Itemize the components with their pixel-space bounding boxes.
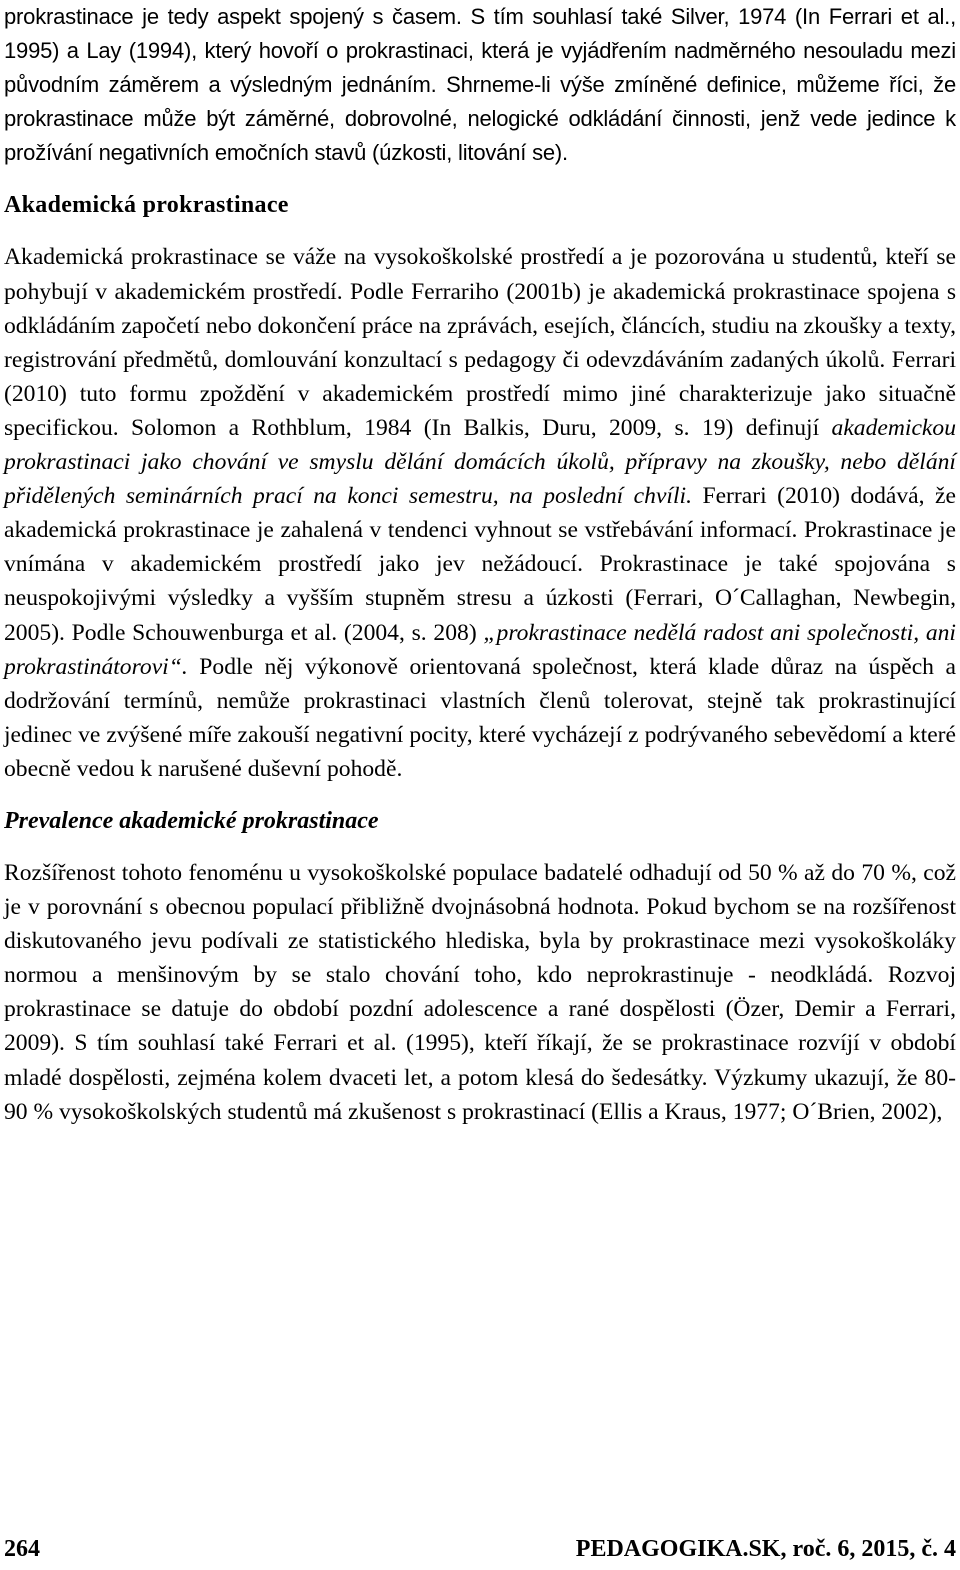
academic-text-c: Ferrari (2010) dodává, že akademická prokrastinace je zahalená v tendenci vyhnout se vstřebávání informací. Prokrastinace je vnímána v akademickém prostředí jako jev nežádoucí. Prokrastinace je také spojována s neuspokojivými výsledky a vyšším stupněm stresu a úzkosti (Ferrari, O´Callaghan, Newbegin, 2005). Podle Schouwenburga et al. (2004, s. 208) bbox=[4, 483, 956, 646]
academic-text-e: Podle něj výkonově orientovaná společnost, která klade důraz na úspěch a dodržování termínů, nemůže prokrastinaci vlastních členů tolerovat, stejně tak prokrastinující jedinec ve zvýšené míře zakouší negativní pocity, které vycházejí z podrývaného sebevědomí a které obecně vedou k narušené duševní pohodě. bbox=[4, 653, 956, 782]
document-page bbox=[4, 0, 956, 1129]
academic-text-a: Akademická prokrastinace se váže na vysokoškolské prostředí a je pozorována u studentů, kteří se pohybují v akademickém prostředí. Podle Ferrariho (2001b) je akademická prokrastinace spojena s odkládáním započetí nebo dokončení práce na zprávách, esejích, článcích, studiu na zkoušky a texty, registrování předmětů, domlouvání konzultací s pedagogy či odevzdáváním zadaných úkolů. Ferrari (2010) tuto formu zpoždění v akademickém prostředí mimo jiné charakterizuje jako situačně specifickou. Solomon a Rothblum, 1984 (In Balkis, Duru, 2009, s. 19) definují bbox=[4, 244, 956, 441]
page-footer bbox=[4, 1532, 956, 1566]
section-heading-prevalence: Prevalence akademické prokrastinace bbox=[4, 807, 379, 834]
academic-definition-quote: akademickou prokrastinaci jako chování ve smyslu dělání domácích úkolů, přípravy na zkoušky, nebo dělání přidělených seminárních prací na konci semestru, na poslední chvíli. bbox=[4, 414, 956, 510]
section-heading-academic: Akademická prokrastinace bbox=[4, 192, 289, 219]
academic-paragraph bbox=[4, 240, 956, 786]
schouwenburg-quote: „prokrastinace nedělá radost ani společnosti, ani prokrastinátorovi“. bbox=[4, 619, 956, 680]
page-number: 264 bbox=[4, 1536, 40, 1562]
intro-paragraph: prokrastinace je tedy aspekt spojený s časem. S tím souhlasí také Silver, 1974 (In Ferrari et al., 1995) a Lay (1994), který hovoří o prokrastinaci, která je vyjádřením nadměrného nesouladu mezi původním záměrem a výsledným jednáním. Shrneme-li výše zmíněné definice, můžeme říci, že prokrastinace může být záměrné, dobrovolné, nelogické odkládání činnosti, jenž vede jedince k prožívání negativních emočních stavů (úzkosti, litování se). bbox=[4, 4, 956, 166]
prevalence-paragraph: Rozšířenost tohoto fenoménu u vysokoškolské populace badatelé odhadují od 50 % až do 70 %, což je v porovnání s obecnou populací přibližně dvojnásobná hodnota. Pokud bychom se na rozšířenost diskutovaného jevu podívali ze statistického hlediska, byla by prokrastinace mezi vysokoškoláky normou a menšinovým by se stalo chování toho, kdo neprokrastinuje - neodkládá. Rozvoj prokrastinace se datuje do období pozdní adolescence a rané dospělosti (Özer, Demir a Ferrari, 2009). S tím souhlasí také Ferrari et al. (1995), kteří říkají, že se prokrastinace rozvíjí v období mladé dospělosti, zejména kolem dvaceti let, a potom klesá do šedesátky. Výzkumy ukazují, že 80-90 % vysokoškolských studentů má zkušenost s prokrastinací (Ellis a Kraus, 1977; O´Brien, 2002), bbox=[4, 859, 956, 1125]
journal-citation: PEDAGOGIKA.SK, roč. 6, 2015, č. 4 bbox=[575, 1536, 956, 1562]
